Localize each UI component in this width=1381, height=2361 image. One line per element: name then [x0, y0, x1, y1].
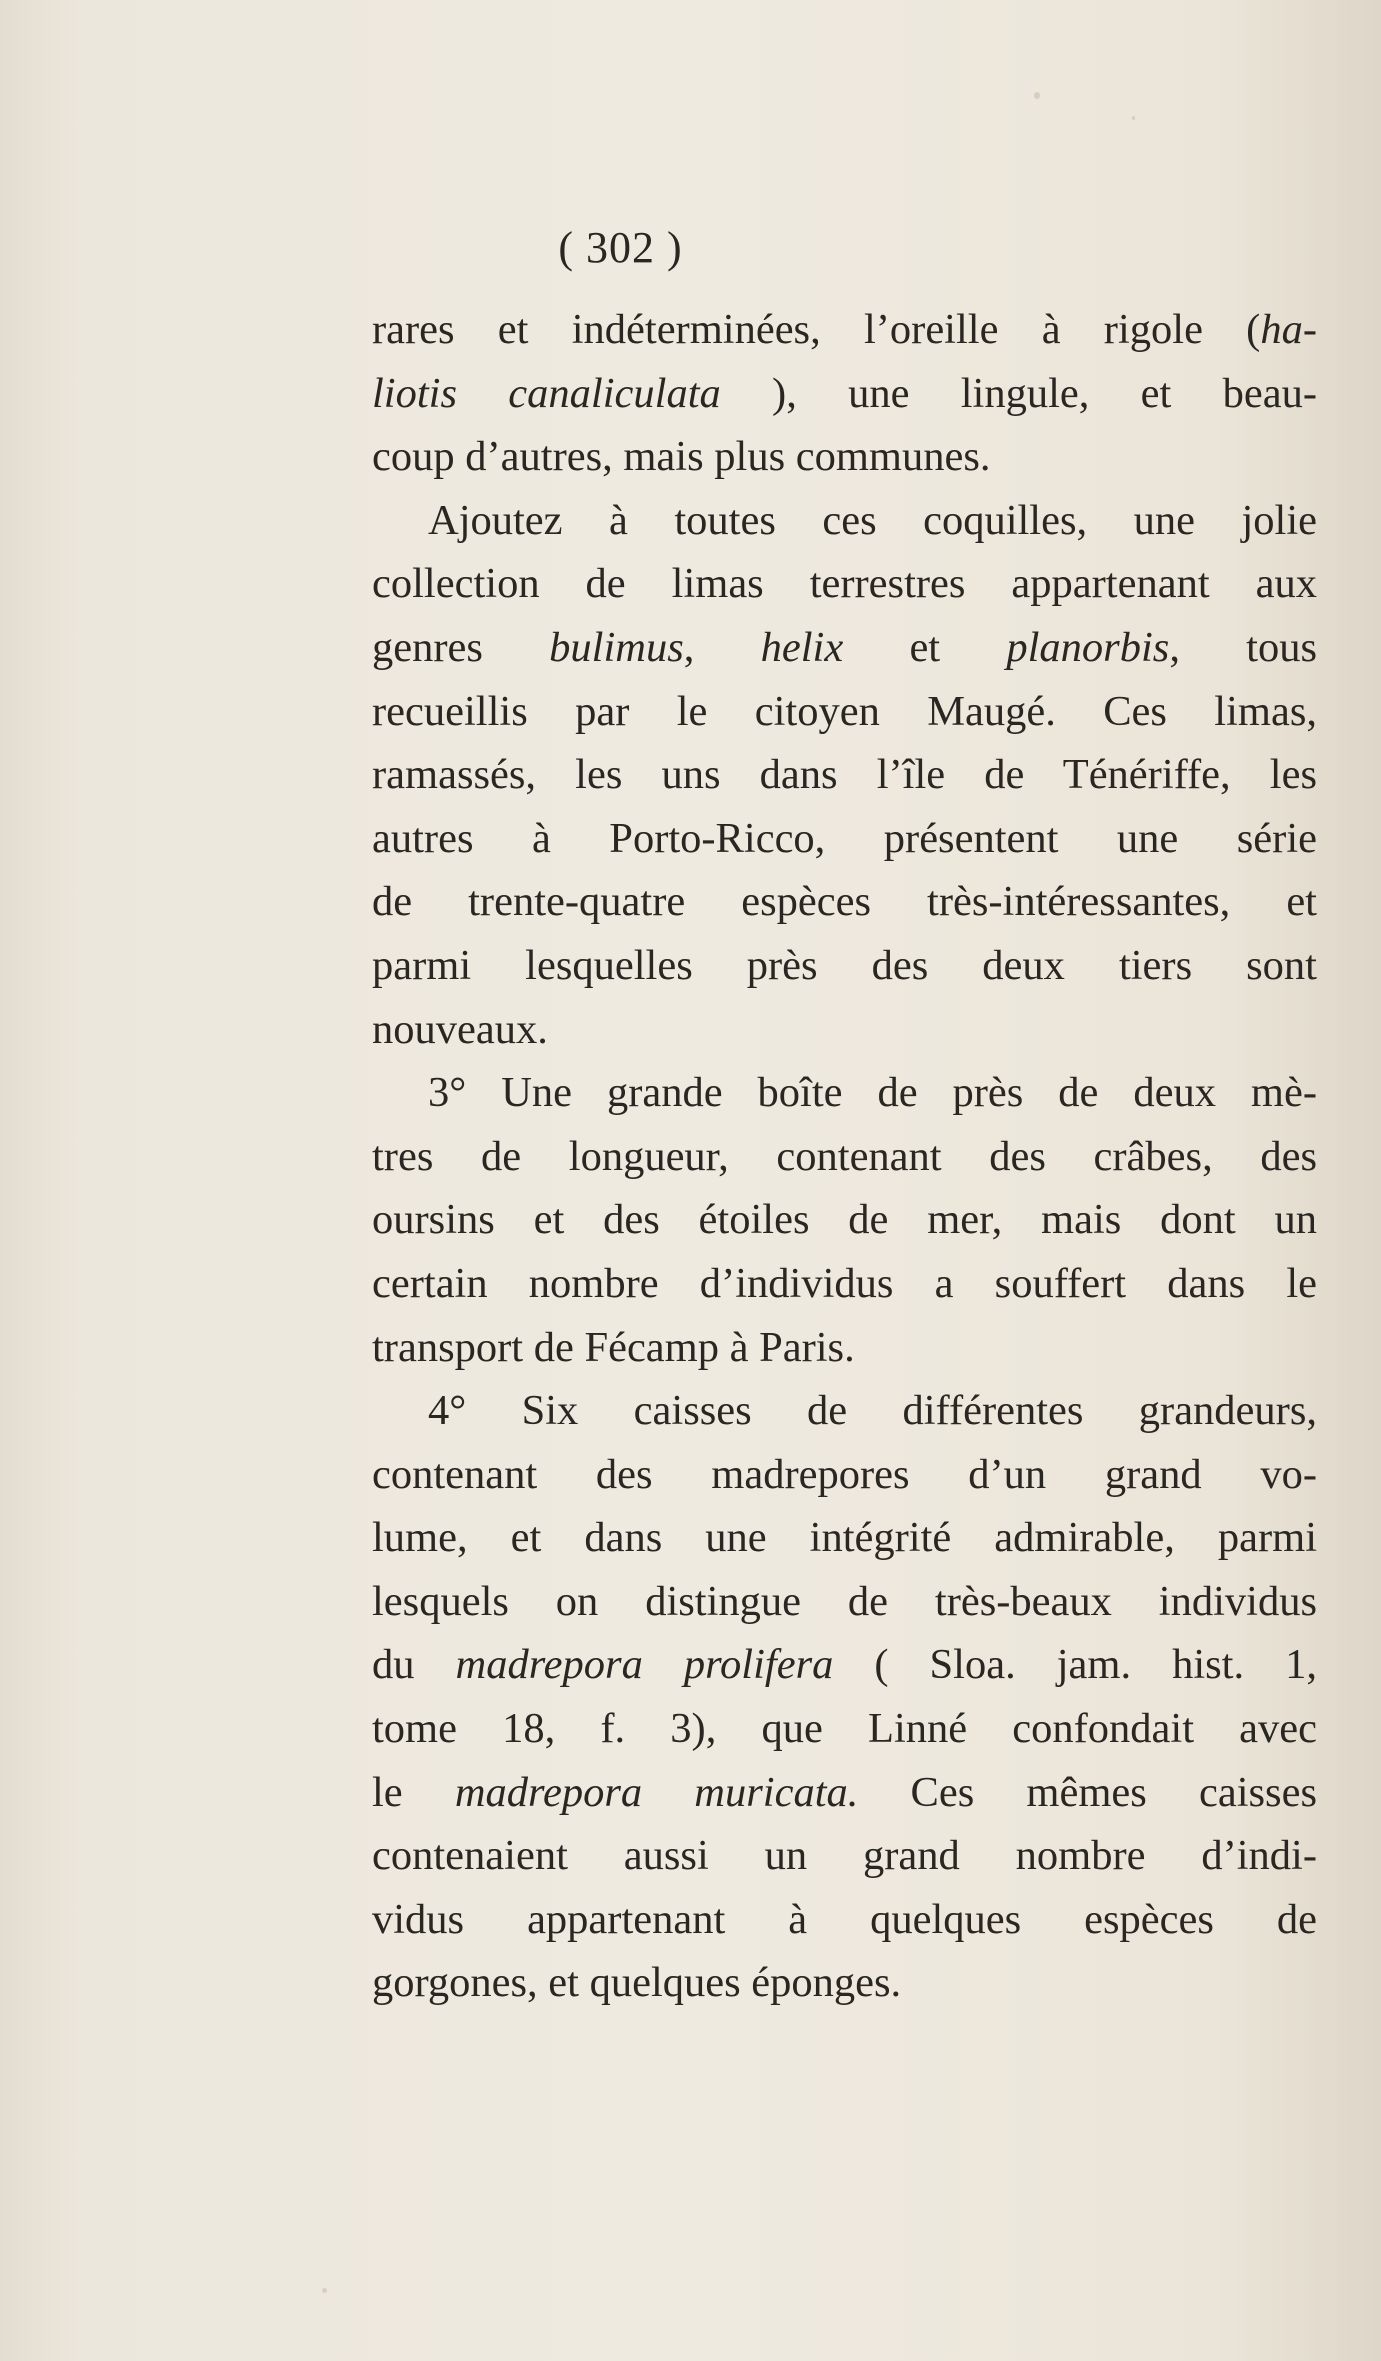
text-line — [372, 1761, 1317, 1825]
text-line — [372, 1125, 1317, 1189]
text-line — [372, 743, 1317, 807]
text-segment: certain nombre d’individus a souffert dans le — [372, 1259, 1317, 1307]
text-segment: lesquels on distingue de très-beaux individus — [372, 1577, 1317, 1625]
text-segment: et — [843, 623, 1007, 671]
text-segment: transport de Fécamp à Paris. — [372, 1323, 855, 1371]
text-line — [372, 1252, 1317, 1316]
text-segment: genres — [372, 623, 550, 671]
text-line — [372, 998, 1317, 1062]
text-segment: coup d’autres, mais plus communes. — [372, 433, 991, 481]
text-line — [372, 680, 1317, 744]
text-line — [372, 1951, 1317, 2015]
text-segment: 4° Six caisses de différentes grandeurs, — [428, 1387, 1317, 1435]
text-segment: gorgones, et quelques éponges. — [372, 1959, 902, 2007]
text-line — [372, 616, 1317, 680]
italic-text: bulimus — [549, 623, 684, 671]
text-line — [372, 1188, 1317, 1252]
text-segment: tome 18, f. 3), que Linné confondait avec — [372, 1705, 1317, 1753]
text-line — [372, 425, 1317, 489]
text-line — [372, 552, 1317, 616]
paper-spot — [322, 2288, 327, 2293]
text-segment: parmi lesquelles près des deux tiers sont — [372, 941, 1317, 989]
text-segment: de trente-quatre espèces très-intéressantes, et — [372, 878, 1317, 926]
text-segment: le — [372, 1768, 455, 1816]
text-segment: tres de longueur, contenant des crâbes, des — [372, 1132, 1317, 1180]
text-line — [372, 1697, 1317, 1761]
text-line — [372, 934, 1317, 998]
italic-text: madrepora prolifera — [455, 1641, 834, 1689]
text-segment: Ces mêmes caisses — [858, 1768, 1317, 1816]
text-line — [372, 1379, 1317, 1443]
paper-spot — [1034, 92, 1040, 99]
text-segment: autres à Porto-Ricco, présentent une série — [372, 814, 1317, 862]
text-segment: vidus appartenant à quelques espèces de — [372, 1895, 1317, 1943]
body-text — [372, 298, 1317, 2015]
text-segment: 3° Une grande boîte de près de deux mè- — [428, 1069, 1317, 1117]
text-segment: ), une lingule, et beau- — [720, 369, 1318, 417]
text-segment: du — [372, 1641, 456, 1689]
text-line — [372, 1888, 1317, 1952]
italic-text: madrepora muricata. — [454, 1768, 859, 1816]
paper-spot — [1132, 116, 1135, 120]
text-line — [372, 1633, 1317, 1697]
italic-text: planorbis — [1006, 623, 1170, 671]
text-segment: lume, et dans une intégrité admirable, parmi — [372, 1514, 1317, 1562]
text-segment: nouveaux. — [372, 1005, 548, 1053]
text-line — [372, 870, 1317, 934]
text-segment: recueillis par le citoyen Maugé. Ces limas, — [372, 687, 1317, 735]
text-line — [372, 362, 1317, 426]
text-segment: oursins et des étoiles de mer, mais dont un — [372, 1196, 1317, 1244]
italic-text: liotis canaliculata — [372, 369, 721, 417]
text-segment: ( Sloa. jam. hist. 1, — [833, 1641, 1317, 1689]
italic-text: helix — [760, 623, 844, 671]
text-segment: ramassés, les uns dans l’île de Ténériffe, les — [372, 751, 1317, 799]
text-line — [372, 1570, 1317, 1634]
text-segment: contenant des madrepores d’un grand vo- — [372, 1450, 1317, 1498]
text-segment: contenaient aussi un grand nombre d’indi- — [372, 1832, 1317, 1880]
text-segment: , tous — [1169, 623, 1318, 671]
text-line — [372, 1824, 1317, 1888]
text-segment: collection de limas terrestres appartenant aux — [372, 560, 1317, 608]
text-segment: Ajoutez à toutes ces coquilles, une jolie — [428, 496, 1317, 544]
text-segment: rares et indéterminées, l’oreille à rigole ( — [372, 306, 1261, 353]
text-line — [372, 489, 1317, 553]
text-line — [372, 807, 1317, 871]
text-line — [372, 1061, 1317, 1125]
text-line — [372, 298, 1317, 362]
text-line — [372, 1316, 1317, 1380]
page-number: ( 302 ) — [558, 223, 683, 272]
italic-text: ha- — [1260, 306, 1317, 353]
text-line — [372, 1506, 1317, 1570]
text-segment: , — [683, 623, 761, 671]
text-line — [372, 1443, 1317, 1507]
